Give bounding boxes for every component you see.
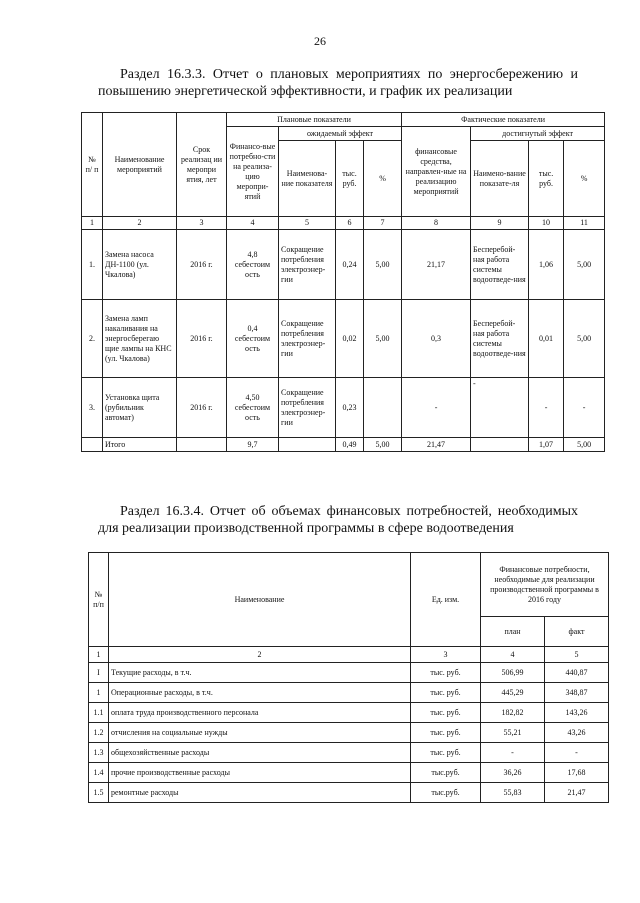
row-ach-pct: 5,00 bbox=[564, 300, 605, 378]
row-num: I bbox=[89, 663, 109, 683]
col-number: 4 bbox=[227, 217, 279, 230]
header-num: № п/п bbox=[89, 553, 109, 647]
row-ach-name: - bbox=[471, 378, 529, 438]
row-term: 2016 г. bbox=[177, 300, 227, 378]
row-num: 1.3 bbox=[89, 743, 109, 763]
row-name: Текущие расходы, в т.ч. bbox=[109, 663, 411, 683]
column-numbers-row bbox=[89, 647, 609, 663]
row-exp-name: Сокращение потребления электроэнер-гии bbox=[279, 378, 336, 438]
header-expected: ожидаемый эффект bbox=[279, 127, 402, 141]
table-row bbox=[89, 703, 609, 723]
row-unit: тыс. руб. bbox=[411, 683, 481, 703]
header-name: Наименование bbox=[109, 553, 411, 647]
col-number: 3 bbox=[411, 647, 481, 663]
col-number: 10 bbox=[529, 217, 564, 230]
row-unit: тыс. руб. bbox=[411, 703, 481, 723]
col-number: 1 bbox=[82, 217, 103, 230]
row-fact-fin: - bbox=[402, 378, 471, 438]
section-1-title: Раздел 16.3.3. Отчет о плановых мероприятиях по энергосбережению и повышению энергетической эффективности, и график их реализации bbox=[98, 67, 578, 99]
header-ach-pct: % bbox=[564, 141, 605, 217]
table-row bbox=[89, 783, 609, 803]
table-row bbox=[82, 300, 605, 378]
header-exp-pct: % bbox=[364, 141, 402, 217]
financial-needs-table bbox=[88, 552, 609, 803]
total-exp-rub: 0,49 bbox=[336, 438, 364, 452]
row-ach-rub: 1,06 bbox=[529, 230, 564, 300]
energy-saving-table bbox=[81, 112, 605, 452]
row-plan-fin: 4,8 себестоим ость bbox=[227, 230, 279, 300]
row-unit: тыс. руб. bbox=[411, 723, 481, 743]
total-empty-cell bbox=[177, 438, 227, 452]
table-row bbox=[89, 723, 609, 743]
row-plan-fin: 4,50 себестоим ость bbox=[227, 378, 279, 438]
header-ach-name: Наимено-вание показате-ля bbox=[471, 141, 529, 217]
row-name: отчисления на социальные нужды bbox=[109, 723, 411, 743]
row-plan: 506,99 bbox=[481, 663, 545, 683]
header-term: Срок реализац ии меропри ятия, лет bbox=[177, 113, 227, 217]
table-row bbox=[89, 763, 609, 783]
row-num: 1.5 bbox=[89, 783, 109, 803]
row-plan: 55,21 bbox=[481, 723, 545, 743]
row-plan: 182,82 bbox=[481, 703, 545, 723]
row-exp-name: Сокращение потребления электроэнер-гии bbox=[279, 230, 336, 300]
row-name: оплата труда производственного персонала bbox=[109, 703, 411, 723]
column-numbers-row bbox=[82, 217, 605, 230]
col-number: 6 bbox=[336, 217, 364, 230]
row-unit: тыс.руб. bbox=[411, 763, 481, 783]
col-number: 11 bbox=[564, 217, 605, 230]
row-num: 1 bbox=[89, 683, 109, 703]
table-row bbox=[82, 230, 605, 300]
header-plan: план bbox=[481, 617, 545, 647]
row-name: Замена ламп накаливания на энергосберегаю щие лампы на КНС (ул. Чкалова) bbox=[103, 300, 177, 378]
row-fact: 21,47 bbox=[545, 783, 609, 803]
total-empty-cell bbox=[82, 438, 103, 452]
row-ach-pct: 5,00 bbox=[564, 230, 605, 300]
row-term: 2016 г. bbox=[177, 230, 227, 300]
col-number: 8 bbox=[402, 217, 471, 230]
table-row bbox=[89, 683, 609, 703]
row-fact-fin: 21,17 bbox=[402, 230, 471, 300]
row-num: 2. bbox=[82, 300, 103, 378]
col-number: 5 bbox=[279, 217, 336, 230]
row-fact: 348,87 bbox=[545, 683, 609, 703]
total-ach-rub: 1,07 bbox=[529, 438, 564, 452]
header-plan-group: Плановые показатели bbox=[227, 113, 402, 127]
row-ach-name: Бесперебой-ная работа системы водоотведе-ния bbox=[471, 230, 529, 300]
row-term: 2016 г. bbox=[177, 378, 227, 438]
row-unit: тыс.руб. bbox=[411, 783, 481, 803]
page-number: 26 bbox=[314, 34, 326, 48]
row-name: прочие производственные расходы bbox=[109, 763, 411, 783]
header-fact: факт bbox=[545, 617, 609, 647]
col-number: 9 bbox=[471, 217, 529, 230]
row-name: общехозяйственные расходы bbox=[109, 743, 411, 763]
header-plan-fin: Финансо-вые потребно-сти на реализа-цию меропри-ятий bbox=[227, 127, 279, 217]
header-name: Наименование мероприятий bbox=[103, 113, 177, 217]
header-ach-rub: тыс. руб. bbox=[529, 141, 564, 217]
row-unit: тыс. руб. bbox=[411, 743, 481, 763]
table-row bbox=[89, 663, 609, 683]
row-exp-pct: 5,00 bbox=[364, 300, 402, 378]
col-number: 1 bbox=[89, 647, 109, 663]
row-exp-name: Сокращение потребления электроэнер-гии bbox=[279, 300, 336, 378]
col-number: 2 bbox=[103, 217, 177, 230]
header-fact-group: Фактические показатели bbox=[402, 113, 605, 127]
section-2-title: Раздел 16.3.4. Отчет об объемах финансовых потребностей, необходимых для реализации производственной программы в сфере водоотведения bbox=[98, 504, 578, 536]
total-ach-pct: 5,00 bbox=[564, 438, 605, 452]
header-achieved: достигнутый эффект bbox=[471, 127, 605, 141]
total-empty-cell bbox=[279, 438, 336, 452]
row-exp-rub: 0,02 bbox=[336, 300, 364, 378]
header-exp-name: Наименова-ние показателя bbox=[279, 141, 336, 217]
row-exp-pct bbox=[364, 378, 402, 438]
row-ach-pct: - bbox=[564, 378, 605, 438]
row-num: 1.4 bbox=[89, 763, 109, 783]
header-exp-rub: тыс. руб. bbox=[336, 141, 364, 217]
row-plan: 55,83 bbox=[481, 783, 545, 803]
row-fact-fin: 0,3 bbox=[402, 300, 471, 378]
total-label: Итого bbox=[103, 438, 177, 452]
header-fact-fin: финансовые средства, направлен-ные на реализацию мероприятий bbox=[402, 127, 471, 217]
col-number: 7 bbox=[364, 217, 402, 230]
header-num: № п/ п bbox=[82, 113, 103, 217]
header-unit: Ед. изм. bbox=[411, 553, 481, 647]
row-plan-fin: 0,4 себестоим ость bbox=[227, 300, 279, 378]
total-row bbox=[82, 438, 605, 452]
col-number: 4 bbox=[481, 647, 545, 663]
row-plan: 445,29 bbox=[481, 683, 545, 703]
row-exp-rub: 0,23 bbox=[336, 378, 364, 438]
row-ach-name: Бесперебой-ная работа системы водоотведе-ния bbox=[471, 300, 529, 378]
total-empty-cell bbox=[471, 438, 529, 452]
row-exp-pct: 5,00 bbox=[364, 230, 402, 300]
table-row bbox=[89, 743, 609, 763]
row-name: ремонтные расходы bbox=[109, 783, 411, 803]
total-exp-pct: 5,00 bbox=[364, 438, 402, 452]
row-num: 1. bbox=[82, 230, 103, 300]
total-fact-fin: 21,47 bbox=[402, 438, 471, 452]
row-name: Замена насоса ДН-1100 (ул. Чкалова) bbox=[103, 230, 177, 300]
row-fact: - bbox=[545, 743, 609, 763]
row-plan: - bbox=[481, 743, 545, 763]
row-name: Операционные расходы, в т.ч. bbox=[109, 683, 411, 703]
col-number: 2 bbox=[109, 647, 411, 663]
table-row bbox=[82, 378, 605, 438]
row-name: Установка щита (рубильник автомат) bbox=[103, 378, 177, 438]
row-unit: тыс. руб. bbox=[411, 663, 481, 683]
row-exp-rub: 0,24 bbox=[336, 230, 364, 300]
total-plan-fin: 9,7 bbox=[227, 438, 279, 452]
row-ach-rub: - bbox=[529, 378, 564, 438]
row-fact: 17,68 bbox=[545, 763, 609, 783]
row-num: 1.1 bbox=[89, 703, 109, 723]
row-fact: 143,26 bbox=[545, 703, 609, 723]
row-fact: 43,26 bbox=[545, 723, 609, 743]
col-number: 5 bbox=[545, 647, 609, 663]
row-num: 1.2 bbox=[89, 723, 109, 743]
row-plan: 36,26 bbox=[481, 763, 545, 783]
col-number: 3 bbox=[177, 217, 227, 230]
header-fin-group: Финансовые потребности, необходимые для реализации производственной программы в 2016 году bbox=[481, 553, 609, 617]
row-ach-rub: 0,01 bbox=[529, 300, 564, 378]
row-fact: 440,87 bbox=[545, 663, 609, 683]
row-num: 3. bbox=[82, 378, 103, 438]
